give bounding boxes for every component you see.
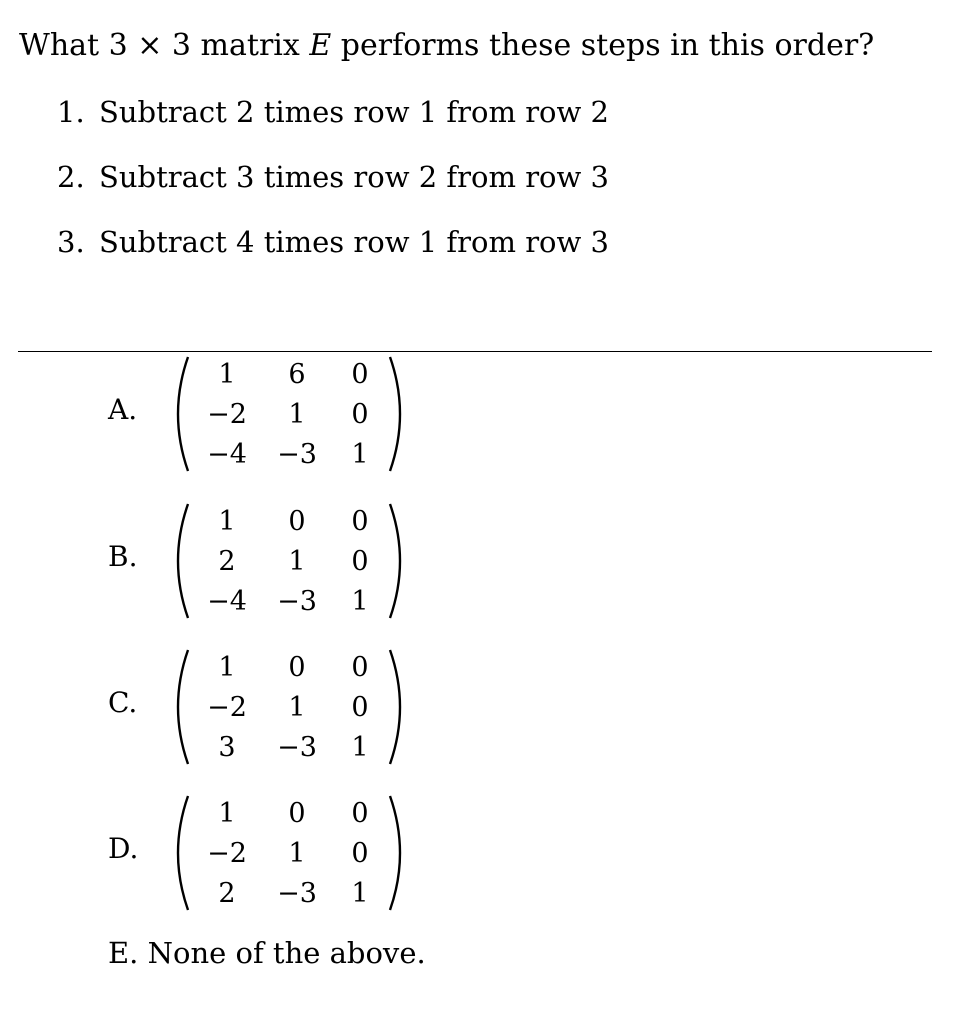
matrix-cell: 1 [351, 586, 369, 617]
left-paren-icon [166, 355, 192, 473]
option-label: A. [108, 393, 138, 426]
option-e[interactable]: E. None of the above. [108, 936, 426, 970]
matrix-cell: 2 [218, 878, 236, 909]
right-paren-icon [386, 502, 412, 620]
matrix-cell: −2 [207, 838, 247, 869]
matrix-cell: 1 [288, 546, 306, 577]
matrix-cell: −2 [207, 692, 247, 723]
matrix-cell: −2 [207, 399, 247, 430]
option-label: D. [108, 832, 139, 865]
matrix-cell: 2 [218, 546, 236, 577]
step-item [57, 225, 609, 290]
option-b[interactable] [108, 502, 428, 622]
matrix [192, 355, 382, 473]
matrix-cell: 1 [288, 838, 306, 869]
matrix [192, 794, 382, 912]
matrix-cell: 0 [351, 692, 369, 723]
matrix-cell: 1 [288, 399, 306, 430]
steps-list [57, 95, 609, 290]
matrix-cell: 3 [218, 732, 236, 763]
matrix [192, 648, 382, 766]
matrix-cell: 1 [288, 692, 306, 723]
matrix-cell: −3 [277, 732, 317, 763]
matrix-cell: 1 [351, 732, 369, 763]
matrix-cell: 6 [288, 359, 306, 390]
matrix-cell: 0 [351, 838, 369, 869]
option-d[interactable] [108, 794, 428, 914]
matrix-cell: 0 [351, 798, 369, 829]
matrix-cell: 1 [218, 359, 236, 390]
matrix-cell: 0 [351, 546, 369, 577]
matrix-cell: 1 [218, 798, 236, 829]
matrix-cell: 1 [218, 652, 236, 683]
matrix-cell: 0 [288, 798, 306, 829]
step-text: Subtract 3 times row 2 from row 3 [99, 160, 610, 194]
matrix-cell: −3 [277, 586, 317, 617]
matrix-cell: 0 [351, 506, 369, 537]
left-paren-icon [166, 502, 192, 620]
matrix-cell: 0 [288, 652, 306, 683]
matrix-cell: 0 [351, 359, 369, 390]
matrix-cell: 1 [351, 439, 369, 470]
step-item [57, 95, 609, 160]
matrix-cell: −4 [207, 586, 247, 617]
left-paren-icon [166, 794, 192, 912]
question-suffix: performs these steps in this order? [331, 28, 875, 63]
matrix-cell: 0 [288, 506, 306, 537]
step-text: Subtract 4 times row 1 from row 3 [99, 225, 610, 259]
matrix-cell: 0 [351, 399, 369, 430]
step-text: Subtract 2 times row 1 from row 2 [99, 95, 610, 129]
right-paren-icon [386, 355, 412, 473]
matrix-cell: −3 [277, 878, 317, 909]
step-number: 2. [57, 160, 85, 194]
step-number: 3. [57, 225, 85, 259]
step-number: 1. [57, 95, 85, 129]
step-item [57, 160, 609, 225]
right-paren-icon [386, 794, 412, 912]
left-paren-icon [166, 648, 192, 766]
matrix-cell: −4 [207, 439, 247, 470]
option-a[interactable] [108, 355, 428, 475]
question-prefix: What 3 × 3 matrix [19, 28, 310, 63]
matrix-cell: 1 [218, 506, 236, 537]
matrix [192, 502, 382, 620]
matrix-cell: 1 [351, 878, 369, 909]
option-label: B. [108, 540, 138, 573]
divider-rule [18, 351, 932, 352]
matrix-cell: 0 [351, 652, 369, 683]
question-text [19, 28, 874, 63]
matrix-variable: E [309, 28, 332, 63]
matrix-cell: −3 [277, 439, 317, 470]
option-c[interactable] [108, 648, 428, 768]
right-paren-icon [386, 648, 412, 766]
option-label: C. [108, 686, 138, 719]
